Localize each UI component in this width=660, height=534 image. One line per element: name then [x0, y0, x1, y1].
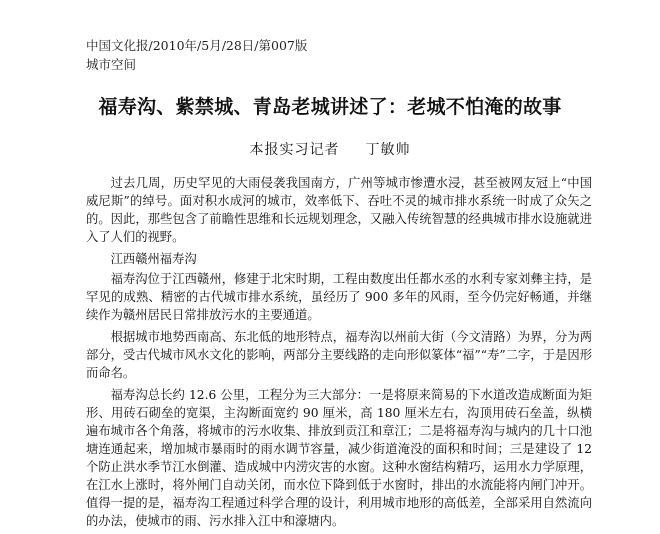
- paragraph-history: 福寿沟位于江西赣州，修建于北宋时期，工程由数度出任都水丞的水利专家刘彝主持，是罕见的成熟、精密的古代城市排水系统，虽经历了 900 多年的风雨，至今仍完好畅通，并继续作为赣州居民日常排放污水的主要通道。: [86, 272, 592, 322]
- subheading: 江西赣州福寿沟: [110, 252, 197, 266]
- byline-role: 本报实习记者: [249, 142, 340, 158]
- byline: [0, 140, 660, 160]
- byline-name: 丁敏帅: [365, 142, 411, 158]
- paragraph-structure: 福寿沟总长约 12.6 公里，工程分为三大部分：一是将原来简易的下水道改造成断面为矩形、用砖石砌垒的宽渠，主沟断面宽约 90 厘米，高 180 厘米左右，沟顶用砖石垒盖，纵横遍布城市各个角落，将城市的污水收集、排放到贡江和章江；二是将福寿沟与城内的几十口池塘连通起来，增加城市暴雨时的雨水调节容量，减少街道淹没的面积和时间；三是建设了 12 个防止洪水季节江水倒灌、造成城中内涝灾害的水窗。这种水窗结构精巧，运用水力学原理，在江水上涨时，将外闸门自动关闭，而水位下降到低于水窗时，排出的水流能将内闸门冲开。值得一提的是，福寿沟工程通过科学合理的设计，利用城市地形的高低差，全部采用自然流向的办法，使城市的雨、污水排入江中和濠塘内。: [86, 388, 592, 528]
- paragraph-layout: 根据城市地势西南高、东北低的地形特点，福寿沟以州前大街（今文清路）为界，分为两部分，受古代城市风水文化的影响，两部分主要线路的走向形似篆体“福”“寿”二字，于是因形而命名。: [86, 330, 592, 380]
- section-label: 城市空间: [86, 57, 137, 72]
- paragraph-intro: 过去几周，历史罕见的大雨侵袭我国南方，广州等城市惨遭水浸，甚至被网友冠上“中国威尼斯”的绰号。面对积水成河的城市，效率低下、吞吐不灵的城市排水系统一时成了众矢之的。因此，那些包含了前瞻性思维和长远规划理念，又融入传统智慧的经典城市排水设施就进入了人们的视野。: [86, 176, 592, 244]
- source-line: 中国文化报/2010年/5月/28日/第007版: [86, 38, 308, 53]
- article-body: [86, 174, 592, 534]
- article-title: 福寿沟、紫禁城、青岛老城讲述了：老城不怕淹的故事: [98, 96, 562, 118]
